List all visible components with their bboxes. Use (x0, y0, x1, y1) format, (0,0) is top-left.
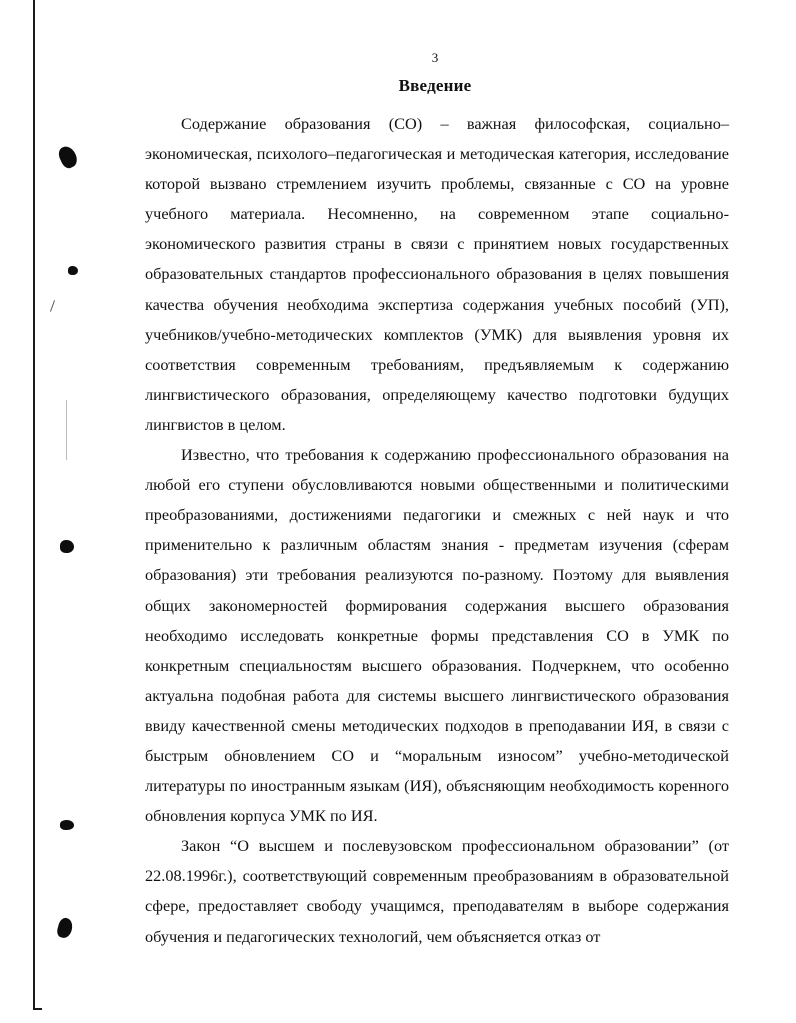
page-number: 3 (431, 50, 439, 65)
punch-hole-mark (68, 266, 78, 275)
scan-binding-line (33, 0, 35, 1010)
scan-speck (66, 400, 67, 460)
scan-speck (50, 300, 55, 312)
punch-hole-mark (56, 917, 75, 940)
paragraph: Известно, что требования к содержанию профессионального образования на любой его ступени обусловливаются новыми общественными и политическими преобразованиями, достижениями педагогики и смежных с ней наук и что применительно к различным областям знания - предметам изучения (сферам образования) эти требования реализуются по-разному. Поэтому для выявления общих закономерностей формирования содержания высшего образования необходимо исследовать конкретные формы представления СО в УМК по конкретным специальностям высшего образования. Подчеркнем, что особенно актуальна подобная работа для системы высшего лингвистического образования ввиду качественной смены методических подходов в преподавании ИЯ, в связи с быстрым обновлением СО и “моральным износом” учебно-методической литературы по иностранным языкам (ИЯ), объясняющим необходимость коренного обновления корпуса УМК по ИЯ. (145, 445, 729, 826)
punch-hole-mark (56, 144, 80, 171)
punch-hole-mark (60, 540, 74, 553)
section-heading: Введение (398, 76, 472, 95)
punch-hole-mark (60, 820, 74, 830)
scan-binding-foot (33, 1008, 42, 1010)
paragraph: Содержание образования (СО) – важная философская, социально–экономическая, психолого–педагогическая и методическая категория, исследование которой вызвано стремлением изучить проблемы, связанные с СО на уровне учебного материала. Несомненно, на современном этапе социально-экономического развития страны в связи с принятием новых государственных образовательных стандартов профессионального образования в целях повышения качества обучения необходима экспертиза содержания учебных пособий (УП), учебников/учебно-методических комплектов (УМК) для выявления уровня их соответствия современным требованиям, предъявляемым к содержанию лингвистического образования, определяющему качество подготовки будущих лингвистов в целом. (145, 114, 729, 434)
document-body (145, 109, 729, 952)
paragraph: Закон “О высшем и послевузовском профессиональном образовании” (от 22.08.1996г.), соответствующий современным преобразованиям в образовательной сфере, предоставляет свободу учащимся, преподавателям в выборе содержания обучения и педагогических технологий, чем объясняется отказ от (145, 836, 729, 946)
